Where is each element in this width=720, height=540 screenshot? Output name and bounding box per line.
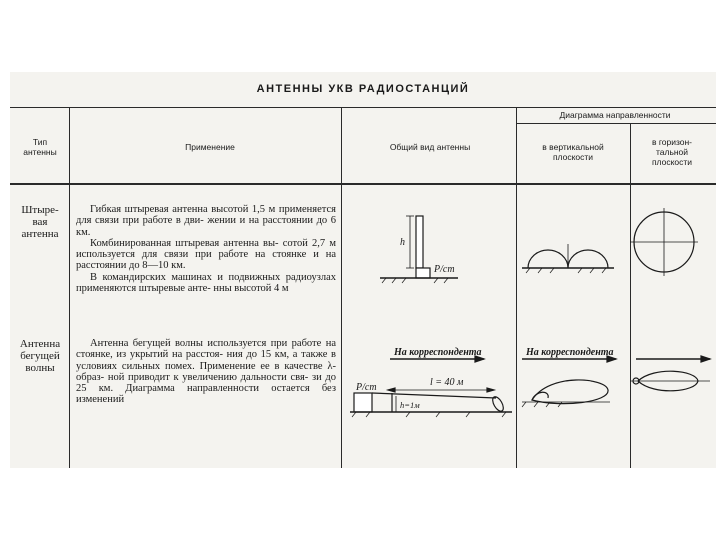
antenna-wire xyxy=(372,393,496,398)
row1-paragraph-3: В командирских машинах и подвижных радиоузлах применяются штыревые анте- нны высотой 4 м xyxy=(76,271,336,295)
row2-paragraph-1: Антенна бегущей волны используется при работе на стоянке, из укрытий на расстоя- ния до 15 км, а также в условиях сильных помех. Применение ее в качестве λ-образ- ной приводит к увеличению дальности свя- зи до 25 км. Диаграмма направленности остается без изменений xyxy=(76,338,336,406)
whip-station-label: Р/ст xyxy=(434,264,455,275)
row2-type: Антенна бегущей волны xyxy=(19,338,61,374)
vertical-lobe-left xyxy=(528,250,568,268)
horizontal-pattern-whip xyxy=(630,208,698,276)
document-page xyxy=(10,72,716,468)
table-title: АНТЕННЫ УКВ РАДИОСТАНЦИЙ xyxy=(256,83,470,95)
vertical-lobe-right xyxy=(568,250,608,268)
wave-station-label: Р/ст xyxy=(356,382,377,393)
terminal-load xyxy=(491,395,506,413)
wave-direction-label: На корреспондента xyxy=(394,347,482,358)
row1-paragraph-1: Гибкая штыревая антенна высотой 1,5 м применяется для связи при работе в дви- жении и на расстоянии до 6 км. xyxy=(76,204,336,238)
antenna-drawings xyxy=(10,72,716,468)
radio-station-box xyxy=(416,268,430,278)
header-application: Применение xyxy=(185,142,235,152)
header-type: Тип антенны xyxy=(23,137,57,157)
header-diagram-group: Диаграмма направленности xyxy=(559,110,671,120)
header-vertical-plane: в вертикальной плоскости xyxy=(542,142,604,162)
row1-paragraph-2: Комбинированная штыревая антенна вы- сотой 2,7 м используется для связи при работе на стоянке и на расстоянии до 8—10 км. xyxy=(76,237,336,272)
whip-height-label: h xyxy=(400,237,405,248)
wave-radio-station-box xyxy=(354,393,372,412)
vertical-pattern-whip xyxy=(522,244,614,273)
wave-height-label: h=1м xyxy=(400,400,420,410)
diagram-direction-label: На корреспондента xyxy=(526,347,614,358)
whip-mast xyxy=(416,216,423,268)
header-horizontal-plane: в горизон- тальной плоскости xyxy=(651,137,693,167)
vertical-back-lobe xyxy=(532,392,548,400)
header-general-view: Общий вид антенны xyxy=(389,142,471,152)
wave-length-label: l = 40 м xyxy=(430,377,464,388)
horizontal-pattern-wave xyxy=(630,356,710,391)
vertical-pattern-wave xyxy=(522,356,616,407)
row1-type: Штыре- вая антенна xyxy=(21,204,59,240)
